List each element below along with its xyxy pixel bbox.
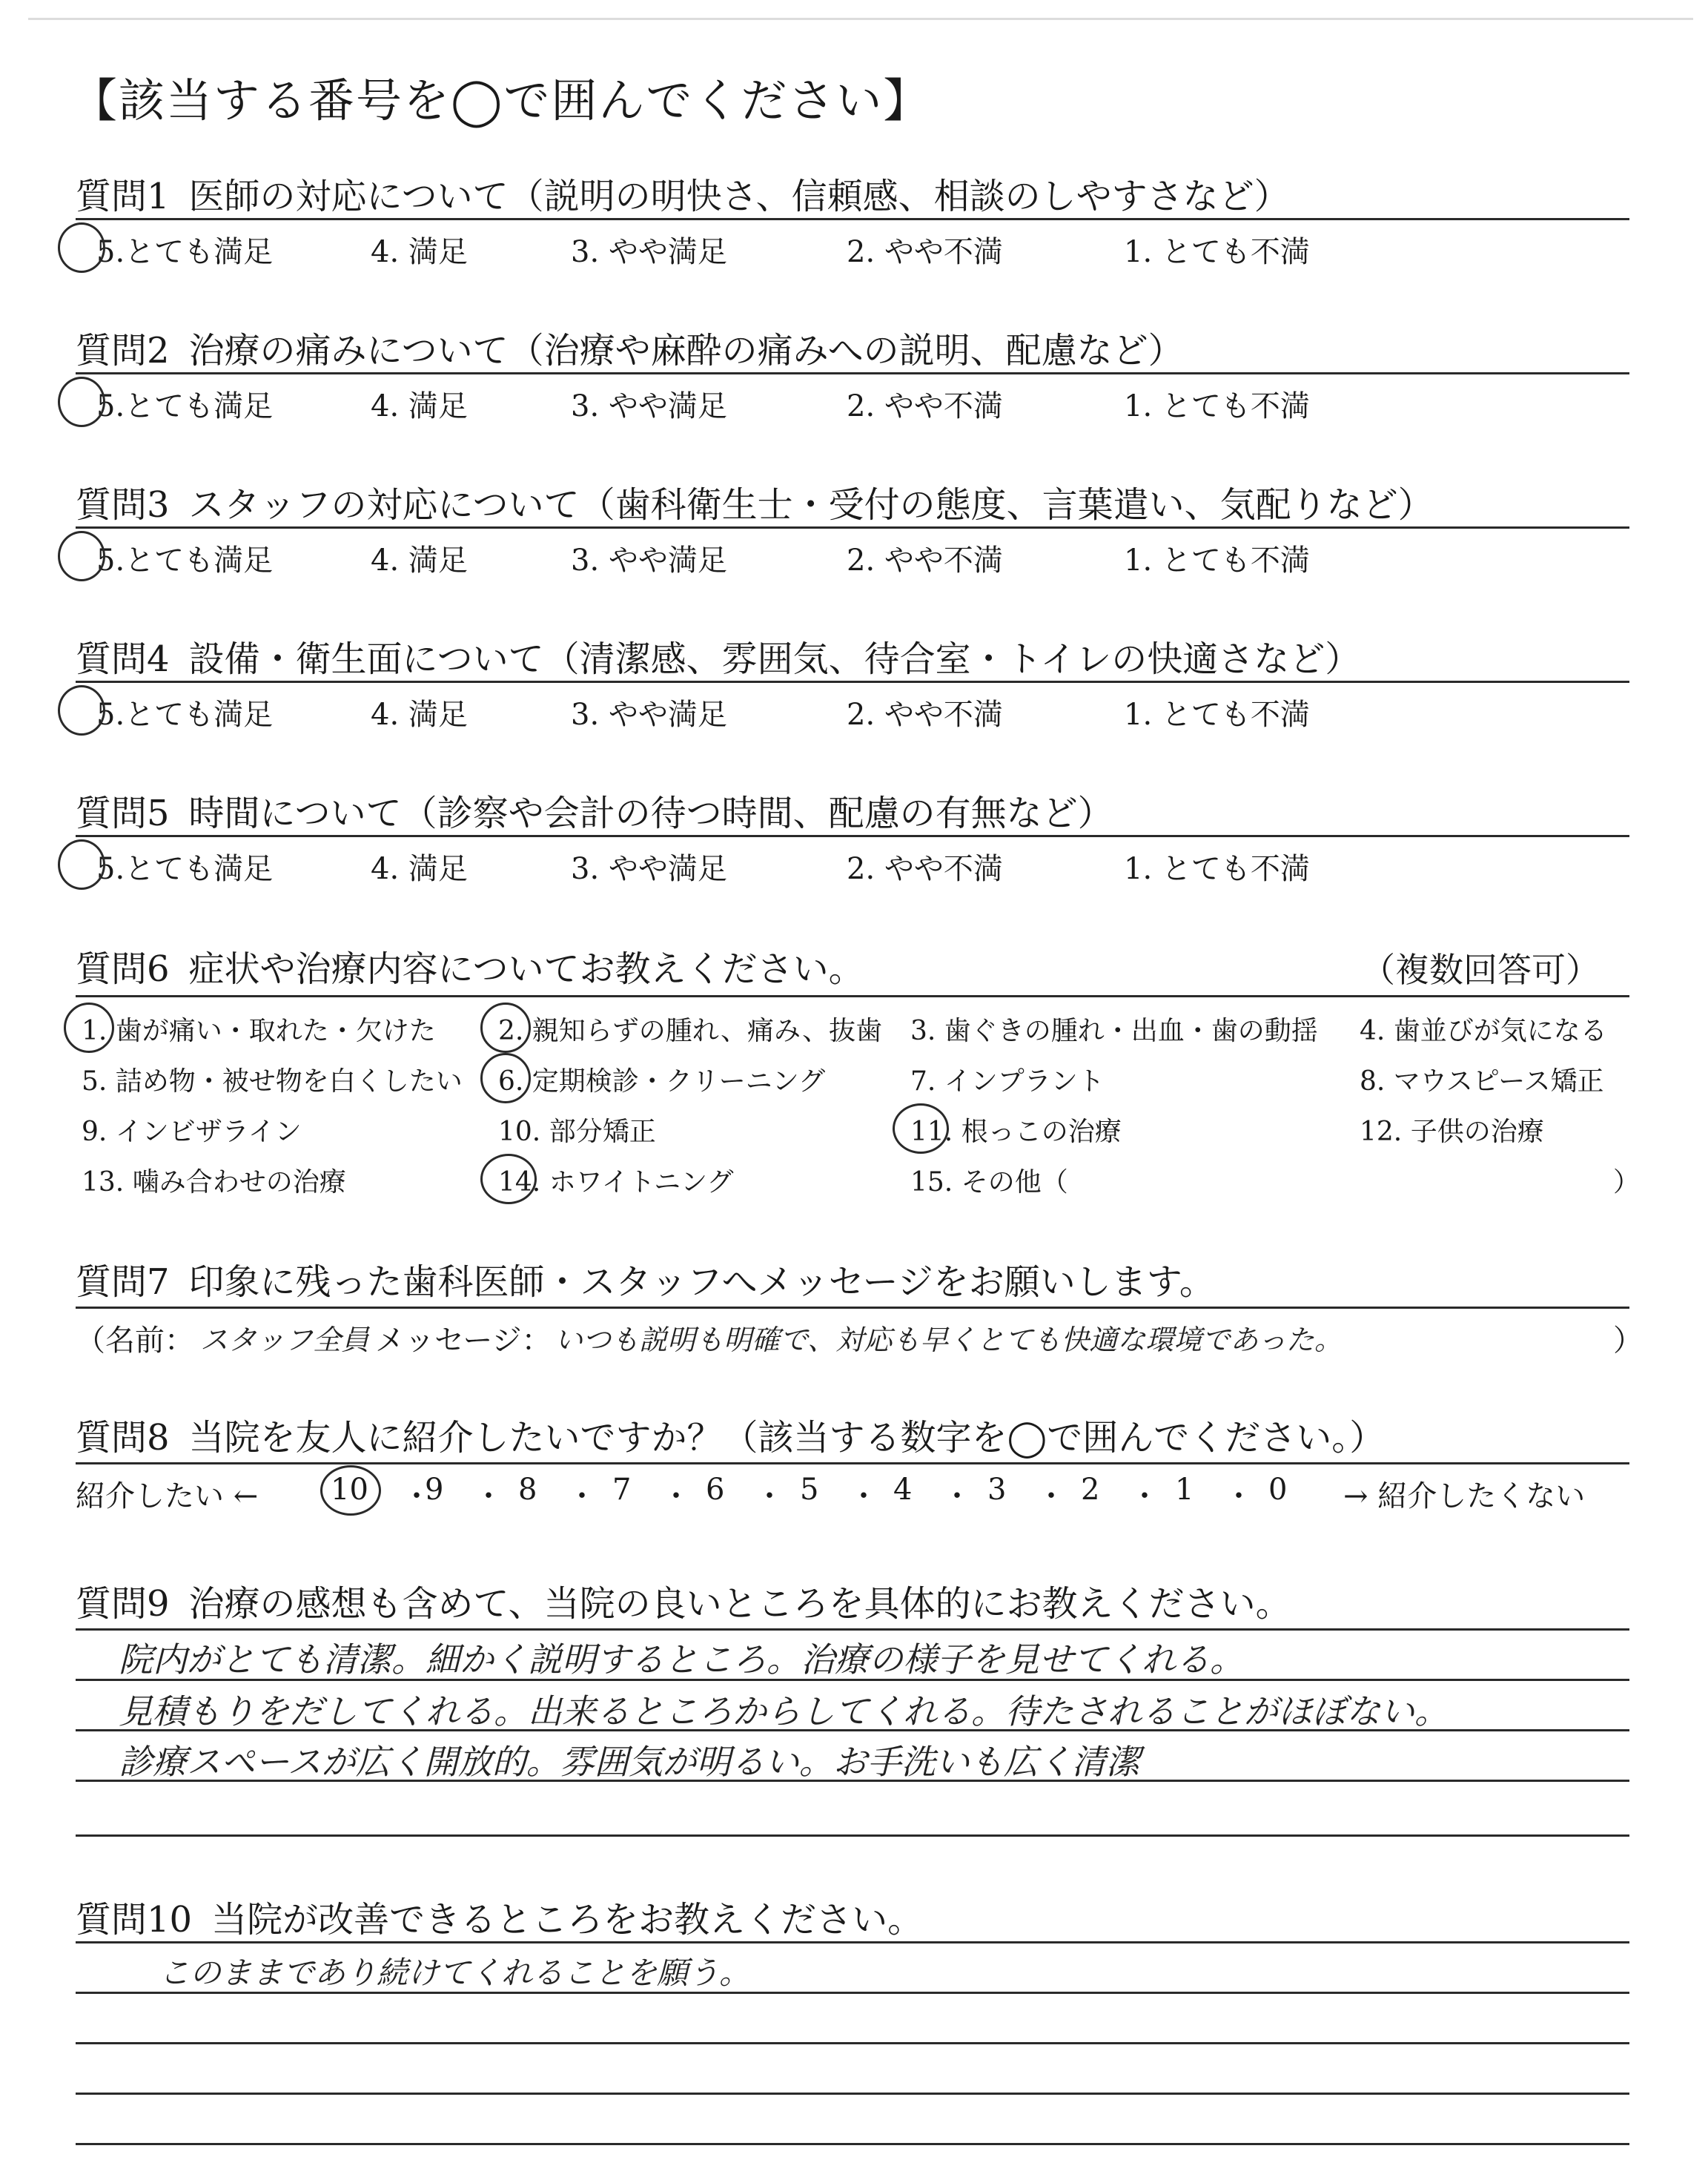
selection-circle <box>320 1465 381 1516</box>
rating-option[interactable]: 4. 満足 <box>371 389 468 423</box>
answer-line[interactable]: 見積もりをだしてくれる。出来るところからしてくれる。待たされることがほぼない。 <box>119 1691 1449 1731</box>
symptom-option[interactable]: 12. 子供の治療 <box>1360 1117 1544 1147</box>
question-8-title <box>76 1409 1385 1460</box>
answer-rule <box>76 1834 1629 1837</box>
rating-option[interactable]: 4. 満足 <box>371 852 468 886</box>
scale-option[interactable]: 0 <box>1268 1473 1288 1507</box>
rating-option[interactable]: 4. 満足 <box>371 544 468 578</box>
scale-separator: ・ <box>849 1479 878 1513</box>
scale-option[interactable]: 6 <box>706 1473 725 1507</box>
answer-rule <box>76 1628 1629 1631</box>
question-text: 設備・衛生面について（清潔感、雰囲気、待合室・トイレの快適さなど） <box>188 638 1361 680</box>
scale-separator: ・ <box>567 1479 597 1513</box>
symptom-option[interactable]: 4. 歯並びが気になる <box>1360 1016 1607 1046</box>
rating-option[interactable]: 4. 満足 <box>371 235 468 269</box>
question-7-rule <box>76 1307 1629 1309</box>
scale-option[interactable]: 3 <box>987 1473 1007 1507</box>
selection-circle <box>480 1154 537 1204</box>
answer-line[interactable]: 診療スペースが広く開放的。雰囲気が明るい。お手洗いも広く清潔 <box>119 1742 1140 1782</box>
scale-separator: ・ <box>942 1479 972 1513</box>
selection-circle <box>893 1103 949 1154</box>
rating-option[interactable]: 5.とても満足 <box>96 389 274 423</box>
question-number: 質問10 <box>76 1899 193 1941</box>
rating-option[interactable]: 5.とても満足 <box>96 235 274 269</box>
question-text: 治療の感想も含めて、当院の良いところを具体的にお教えください。 <box>188 1583 1291 1625</box>
top-border <box>28 18 1693 20</box>
scale-right-label: → 紹介したくない <box>1343 1479 1586 1513</box>
question-number: 質問6 <box>76 948 170 990</box>
scale-separator: ・ <box>1036 1479 1066 1513</box>
selection-circle <box>58 377 105 427</box>
multiple-answer-note: （複数回答可） <box>1361 950 1600 990</box>
question-8-rule <box>76 1462 1629 1464</box>
question-2-rule <box>76 372 1629 374</box>
rating-option[interactable]: 5.とても満足 <box>96 852 274 886</box>
question-1-title <box>76 168 1290 219</box>
answer-rule <box>76 2093 1629 2095</box>
question-3-title <box>76 476 1434 527</box>
answer-line[interactable]: このままであり続けてくれることを願う。 <box>159 1955 751 1991</box>
scale-option[interactable]: 8 <box>518 1473 537 1507</box>
question-3-rule <box>76 526 1629 529</box>
selection-circle <box>58 685 105 736</box>
question-text: 症状や治療内容についてお教えください。 <box>188 948 864 990</box>
selection-circle <box>58 222 105 273</box>
question-text: 医師の対応について（説明の明快さ、信頼感、相談のしやすさなど） <box>188 176 1290 217</box>
selection-circle <box>480 1003 531 1053</box>
rating-option[interactable]: 2. やや不満 <box>847 698 1003 732</box>
question-number: 質問7 <box>76 1261 170 1303</box>
question-number: 質問2 <box>76 330 170 371</box>
scale-left-label: 紹介したい ← <box>76 1479 259 1513</box>
symptom-option[interactable]: 2. 親知らずの腫れ、痛み、抜歯 <box>498 1016 883 1046</box>
answer-rule <box>76 2042 1629 2044</box>
rating-option[interactable]: 2. やや不満 <box>847 544 1003 578</box>
rating-option[interactable]: 2. やや不満 <box>847 389 1003 423</box>
rating-option[interactable]: 3. やや満足 <box>571 544 727 578</box>
symptom-option[interactable]: 7. インプラント <box>910 1066 1105 1097</box>
question-number: 質問9 <box>76 1583 170 1625</box>
rating-option[interactable]: 1. とても不満 <box>1124 235 1310 269</box>
question-text: 当院が改善できるところをお教えください。 <box>211 1899 924 1941</box>
question-1-rule <box>76 218 1629 220</box>
answer-rule <box>76 1941 1629 1943</box>
symptom-option[interactable]: 6. 定期検診・クリーニング <box>498 1066 826 1097</box>
symptom-option[interactable]: 10. 部分矯正 <box>498 1117 656 1147</box>
scale-option[interactable]: 5 <box>800 1473 819 1507</box>
scale-option[interactable]: 7 <box>612 1473 632 1507</box>
question-2-title <box>76 322 1184 373</box>
scale-option[interactable]: 4 <box>893 1473 913 1507</box>
rating-option[interactable]: 3. やや満足 <box>571 698 727 732</box>
message-label: メッセージ： <box>375 1324 552 1358</box>
question-4-rule <box>76 681 1629 683</box>
question-4-title <box>76 630 1360 681</box>
rating-option[interactable]: 1. とても不満 <box>1124 389 1310 423</box>
rating-option[interactable]: 1. とても不満 <box>1124 544 1310 578</box>
name-value[interactable]: スタッフ全員 <box>200 1324 370 1356</box>
symptom-option[interactable]: 1. 歯が痛い・取れた・欠けた <box>82 1016 436 1046</box>
scale-separator: ・ <box>474 1479 503 1513</box>
question-7-title <box>76 1253 1215 1304</box>
symptom-option[interactable]: 13. 噛み合わせの治療 <box>82 1167 346 1198</box>
selection-circle <box>58 839 105 890</box>
question-6-rule <box>76 995 1629 997</box>
question-5-title <box>76 785 1113 836</box>
symptom-option[interactable]: 5. 詰め物・被せ物を白くしたい <box>82 1066 463 1097</box>
selection-circle <box>64 1003 114 1053</box>
question-9-title <box>76 1575 1291 1626</box>
question-number: 質問4 <box>76 638 170 680</box>
scale-option[interactable]: 2 <box>1081 1473 1100 1507</box>
question-text: 治療の痛みについて（治療や麻酔の痛みへの説明、配慮など） <box>188 330 1184 371</box>
scale-option[interactable]: 10 <box>331 1473 368 1507</box>
symptom-option[interactable]: 9. インビザライン <box>82 1117 302 1147</box>
rating-option[interactable]: 2. やや不満 <box>847 852 1003 886</box>
other-close-paren: ） <box>1613 1167 1641 1198</box>
rating-option[interactable]: 5.とても満足 <box>96 698 274 732</box>
answer-rule <box>76 2143 1629 2145</box>
answer-line[interactable]: 院内がとても清潔。細かく説明するところ。治療の様子を見せてくれる。 <box>119 1639 1244 1680</box>
question-number: 質問3 <box>76 484 170 526</box>
scale-separator: ・ <box>661 1479 691 1513</box>
question-text: 印象に残った歯科医師・スタッフへメッセージをお願いします。 <box>188 1261 1215 1303</box>
scale-option[interactable]: 1 <box>1175 1473 1194 1507</box>
symptom-option[interactable]: 15. その他（ <box>910 1167 1068 1198</box>
rating-option[interactable]: 1. とても不満 <box>1124 852 1310 886</box>
rating-option[interactable]: 3. やや満足 <box>571 235 727 269</box>
rating-option[interactable]: 4. 満足 <box>371 698 468 732</box>
scale-option[interactable]: 9 <box>425 1473 444 1507</box>
message-close: ） <box>1613 1324 1643 1358</box>
rating-option[interactable]: 5.とても満足 <box>96 544 274 578</box>
rating-option[interactable]: 3. やや満足 <box>571 389 727 423</box>
question-text: 当院を友人に紹介したいですか？（該当する数字を◯で囲んでください。） <box>188 1417 1386 1459</box>
question-10-title <box>76 1891 923 1942</box>
page-title: 【該当する番号を◯で囲んでください】 <box>71 73 931 128</box>
selection-circle <box>58 531 105 581</box>
name-label: （名前： <box>76 1324 194 1358</box>
scale-separator: ・ <box>1130 1479 1159 1513</box>
scale-separator: ・ <box>755 1479 784 1513</box>
rating-option[interactable]: 3. やや満足 <box>571 852 727 886</box>
question-text: スタッフの対応について（歯科衛生士・受付の態度、言葉遣い、気配りなど） <box>188 484 1434 526</box>
rating-option[interactable]: 1. とても不満 <box>1124 698 1310 732</box>
scale-separator: ・ <box>402 1479 431 1513</box>
question-number: 質問8 <box>76 1417 170 1459</box>
question-number: 質問5 <box>76 793 170 834</box>
scale-separator: ・ <box>1224 1479 1254 1513</box>
message-value[interactable]: いつも説明も明確で、対応も早くとても快適な環境であった。 <box>555 1324 1343 1356</box>
symptom-option[interactable]: 11. 根っこの治療 <box>910 1117 1122 1147</box>
question-text: 時間について（診察や会計の待つ時間、配慮の有無など） <box>188 793 1113 834</box>
question-5-rule <box>76 835 1629 837</box>
rating-option[interactable]: 2. やや不満 <box>847 235 1003 269</box>
question-number: 質問1 <box>76 176 170 217</box>
symptom-option[interactable]: 3. 歯ぐきの腫れ・出血・歯の動揺 <box>910 1016 1318 1046</box>
symptom-option[interactable]: 8. マウスピース矯正 <box>1360 1066 1604 1097</box>
question-6-title <box>76 940 864 991</box>
symptom-option[interactable]: 14. ホワイトニング <box>498 1167 734 1198</box>
selection-circle <box>480 1053 531 1103</box>
